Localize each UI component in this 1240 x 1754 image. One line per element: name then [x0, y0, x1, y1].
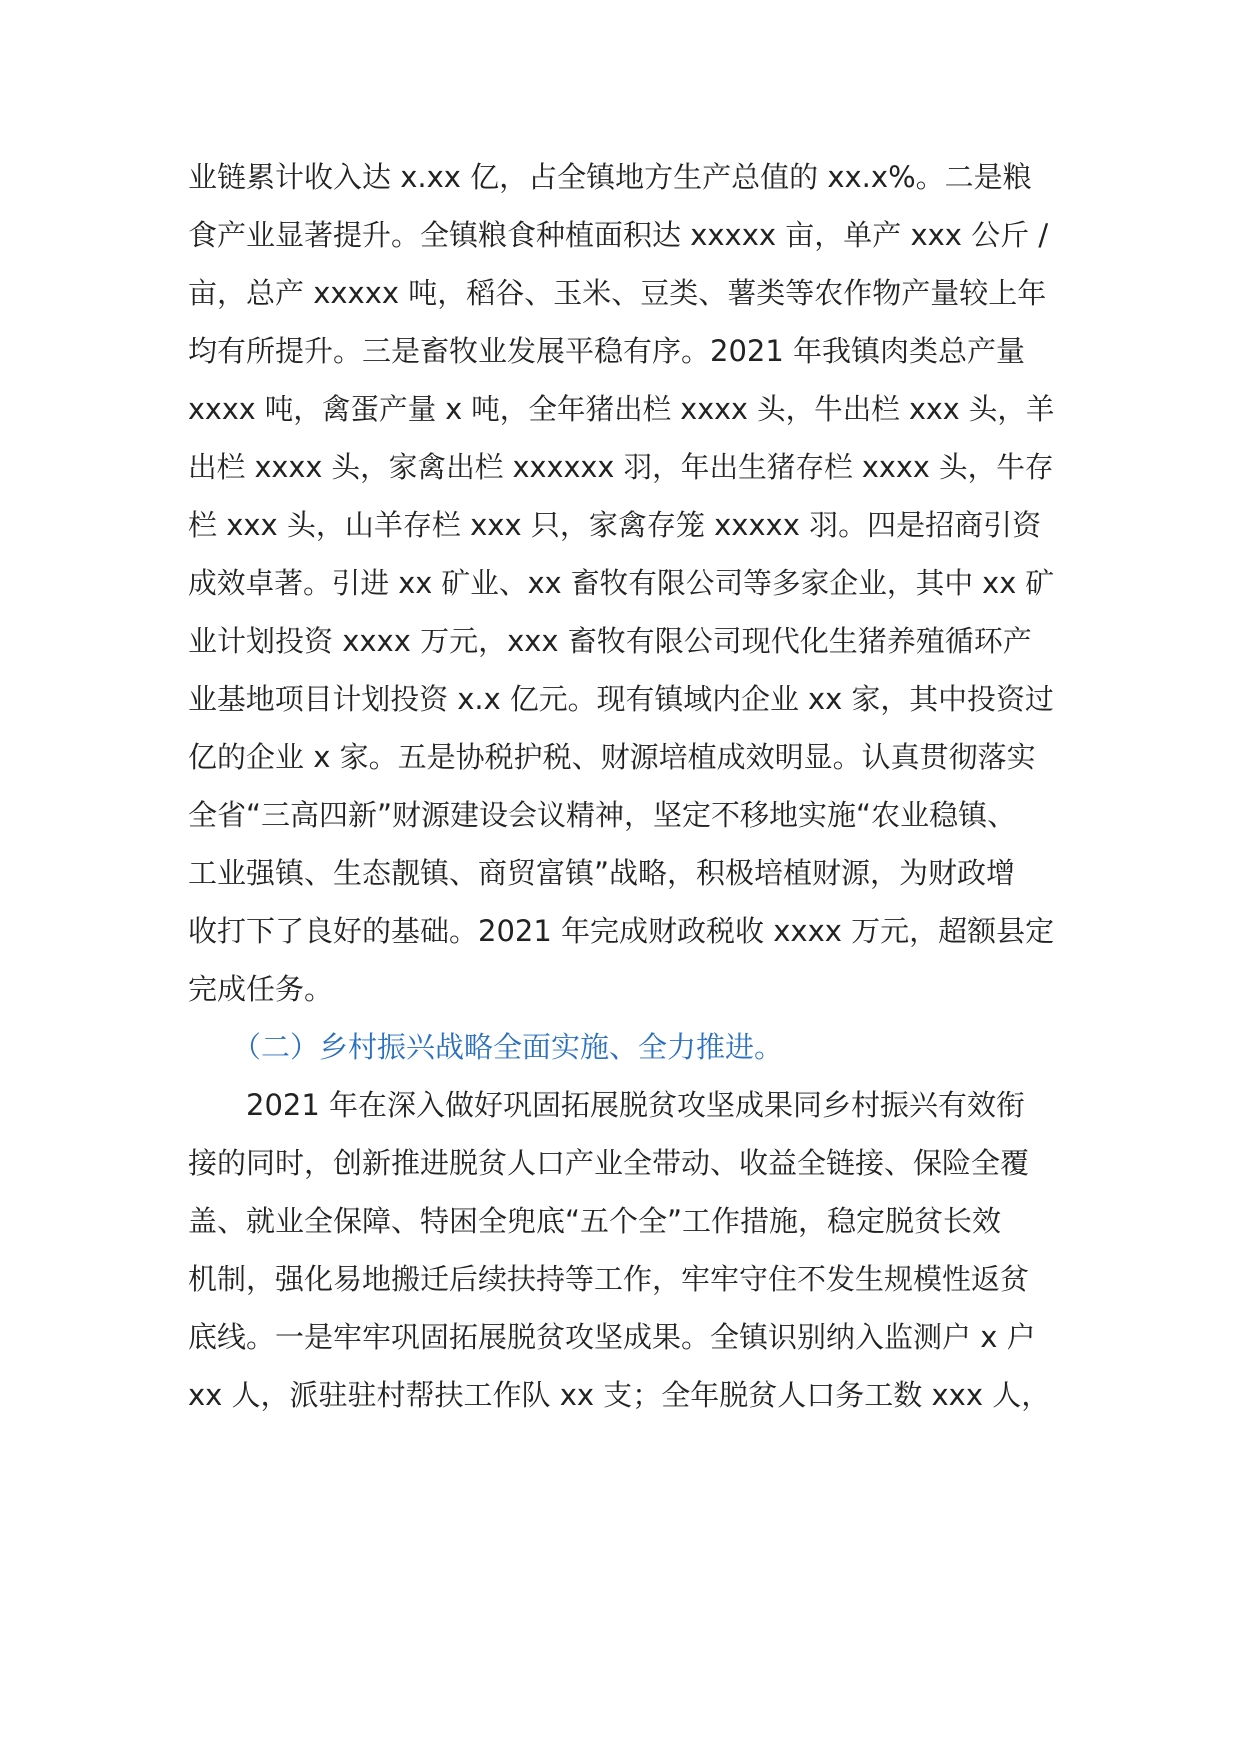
text-line: 盖、就业全保障、特困全兜底“五个全”工作措施，稳定脱贫长效 [188, 1204, 1002, 1238]
text-line: 机制，强化易地搬迁后续扶持等工作，牢牢守住不发生规模性返贫 [188, 1262, 1030, 1296]
text-line: 栏 xxx 头，山羊存栏 xxx 只，家禽存笼 xxxxx 羽。四是招商引资 [188, 508, 1042, 542]
text-line: 业基地项目计划投资 x.x 亿元。现有镇域内企业 xx 家，其中投资过 [188, 682, 1054, 716]
text-line: 收打下了良好的基础。2021 年完成财政税收 xxxx 万元，超额县定 [188, 914, 1055, 948]
text-line: 出栏 xxxx 头，家禽出栏 xxxxxx 羽，年出生猪存栏 xxxx 头，牛存 [188, 450, 1054, 484]
text-line: xxxx 吨，禽蛋产量 x 吨，全年猪出栏 xxxx 头，牛出栏 xxx 头，羊 [188, 392, 1055, 426]
text-line: 亿的企业 x 家。五是协税护税、财源培植成效明显。认真贯彻落实 [188, 740, 1036, 774]
text-line: 接的同时，创新推进脱贫人口产业全带动、收益全链接、保险全覆 [188, 1146, 1030, 1180]
text-line: 业链累计收入达 x.xx 亿，占全镇地方生产总值的 xx.x%。二是粮 [188, 160, 1032, 194]
text-line: 底线。一是牢牢巩固拓展脱贫攻坚成果。全镇识别纳入监测户 x 户 [188, 1320, 1036, 1354]
text-line: 工业强镇、生态靓镇、商贸富镇”战略，积极培植财源，为财政增 [188, 856, 1016, 890]
text-line: 业计划投资 xxxx 万元，xxx 畜牧有限公司现代化生猪养殖循环产 [188, 624, 1032, 658]
text-line: xx 人，派驻驻村帮扶工作队 xx 支；全年脱贫人口务工数 xxx 人， [188, 1378, 1051, 1412]
text-line: 亩，总产 xxxxx 吨，稻谷、玉米、豆类、薯类等农作物产量较上年 [188, 276, 1047, 310]
text-line: 全省“三高四新”财源建设会议精神，坚定不移地实施“农业稳镇、 [188, 798, 1017, 832]
text-line: 完成任务。 [188, 972, 334, 1006]
section-heading: （二）乡村振兴战略全面实施、全力推进。 [232, 1030, 784, 1064]
document-body [188, 0, 1054, 1754]
text-line: 成效卓著。引进 xx 矿业、xx 畜牧有限公司等多家企业，其中 xx 矿 [188, 566, 1055, 600]
text-line: 食产业显著提升。全镇粮食种植面积达 xxxxx 亩，单产 xxx 公斤 / [188, 218, 1049, 252]
text-line: 2021 年在深入做好巩固拓展脱贫攻坚成果同乡村振兴有效衔 [246, 1088, 1026, 1122]
text-line: 均有所提升。三是畜牧业发展平稳有序。2021 年我镇肉类总产量 [188, 334, 1026, 368]
